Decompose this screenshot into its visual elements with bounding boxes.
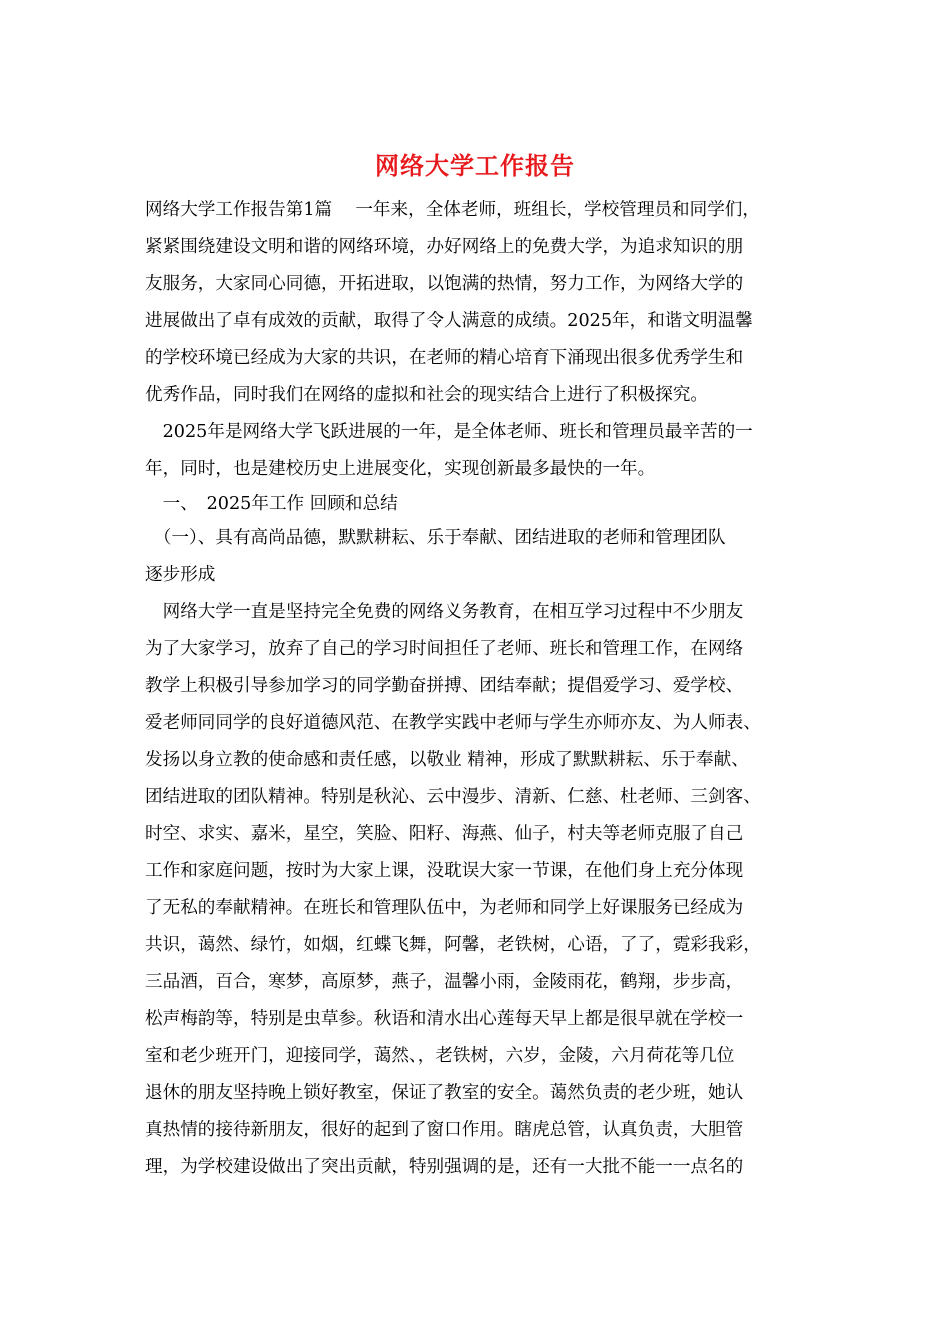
document-title: 网络大学工作报告: [375, 151, 575, 180]
text-line: 工作和家庭问题，按时为大家上课，没耽误大家一节课，在他们身上充分体现: [145, 861, 744, 881]
text-line: 发扬以身立教的使命感和责任感，以敬业 精神，形成了默默耕耘、乐于奉献、: [145, 750, 749, 770]
text-line: 紧紧围绕建设文明和谐的网络环境，办好网络上的免费大学，为追求知识的朋: [145, 237, 744, 257]
text-line: 一、 2025年工作 回顾和总结: [145, 494, 398, 514]
text-line: （一）、具有高尚品德，默默耕耘、乐于奉献、团结进取的老师和管理团队: [145, 528, 726, 548]
text-line: 室和老少班开门，迎接同学，蔼然、，老铁树，六岁，金陵，六月荷花等几位: [145, 1046, 735, 1066]
text-line: 优秀作品，同时我们在网络的虚拟和社会的现实结合上进行了积极探究。: [145, 385, 709, 405]
text-line: 友服务，大家同心同德，开拓进取，以饱满的热情，努力工作，为网络大学的: [145, 274, 744, 294]
text-line: 年，同时，也是建校历史上进展变化，实现创新最多最快的一年。: [145, 459, 656, 479]
text-line: 爱老师同同学的良好道德风范、在教学实践中老师与学生亦师亦友、为人师表、: [145, 713, 761, 733]
text-line: 的学校环境已经成为大家的共识，在老师的精心培育下涌现出很多优秀学生和: [145, 348, 744, 368]
text-line: 教学上积极引导参加学习的同学勤奋拼搏、团结奉献；提倡爱学习、爱学校、: [145, 676, 744, 696]
text-line: 逐步形成: [145, 565, 216, 585]
text-line: 松声梅韵等，特别是虫草参。秋语和清水出心莲每天早上都是很早就在学校一: [145, 1009, 744, 1029]
text-line: 网络大学工作报告第1篇 一年来，全体老师，班组长，学校管理员和同学们，: [145, 200, 760, 220]
text-line: 了无私的奉献精神。在班长和管理队伍中，为老师和同学上好课服务已经成为: [145, 898, 744, 918]
text-line: 网络大学一直是坚持完全免费的网络义务教育，在相互学习过程中不少朋友: [145, 602, 744, 622]
text-line: 三品酒，百合，寒梦，高原梦，燕子，温馨小雨，金陵雨花，鹤翔，步步高，: [145, 972, 744, 992]
text-line: 团结进取的团队精神。特别是秋沁、云中漫步、清新、仁慈、杜老师、三剑客、: [145, 787, 761, 807]
text-line: 真热情的接待新朋友，很好的起到了窗口作用。瞎虎总管，认真负责，大胆管: [145, 1120, 744, 1140]
text-line: 理，为学校建设做出了突出贡献，特别强调的是，还有一大批不能一一点名的: [145, 1157, 744, 1177]
text-line: 时空、求实、嘉米，星空，笑脸、阳籽、海燕、仙子，村夫等老师克服了自己: [145, 824, 744, 844]
text-line: 退休的朋友坚持晚上锁好教室，保证了教室的安全。蔼然负责的老少班，她认: [145, 1083, 744, 1103]
text-line: 共识，蔼然、绿竹，如烟，红蝶飞舞，阿馨，老铁树，心语，了了，霓彩我彩，: [145, 935, 761, 955]
text-line: 为了大家学习，放弃了自己的学习时间担任了老师、班长和管理工作，在网络: [145, 639, 744, 659]
text-line: 2025年是网络大学飞跃进展的一年，是全体老师、班长和管理员最辛苦的一: [145, 422, 753, 442]
text-line: 进展做出了卓有成效的贡献，取得了令人满意的成绩。2025年，和谐文明温馨: [145, 311, 753, 331]
